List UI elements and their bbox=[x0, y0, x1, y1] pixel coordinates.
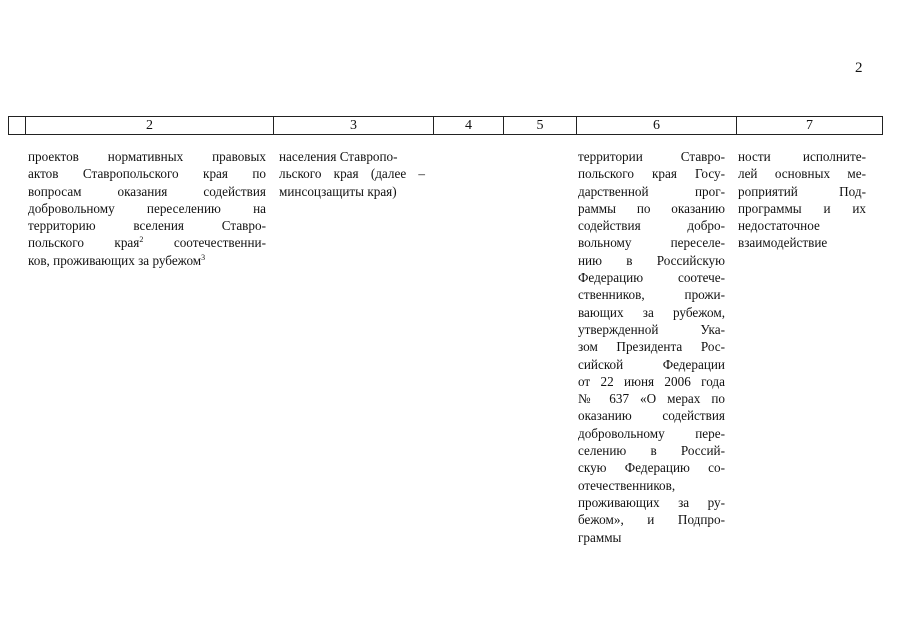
col3-line: населения Ставропо- bbox=[279, 149, 398, 164]
col6-line: польского края Госу- bbox=[578, 166, 725, 182]
col6-line: вольному переселе- bbox=[578, 235, 725, 251]
col7-line: программы и их bbox=[738, 200, 866, 216]
col7-line: ности исполните- bbox=[738, 149, 866, 164]
col6-line: проживающих за ру- bbox=[578, 494, 725, 510]
table-header-row bbox=[8, 116, 883, 135]
column-7-text bbox=[738, 148, 866, 252]
column-6-text bbox=[578, 148, 725, 546]
col2-line: добровольному переселению на bbox=[28, 200, 266, 216]
header-cell-1 bbox=[8, 117, 25, 134]
col6-line: ственников, прожи- bbox=[578, 287, 725, 303]
col6-line: № 637 «О мерах по bbox=[578, 391, 725, 407]
page-number: 2 bbox=[855, 60, 863, 76]
col2-line-part: польского края bbox=[28, 235, 140, 251]
col2-line: вопросам оказания содействия bbox=[28, 183, 266, 199]
col6-line: бежом», и Подпро- bbox=[578, 512, 725, 528]
header-cell-6: 6 bbox=[576, 117, 736, 134]
col2-line: проектов нормативных правовых bbox=[28, 149, 266, 164]
col6-line: сийской Федерации bbox=[578, 356, 725, 372]
col6-line: граммы bbox=[578, 529, 622, 545]
col2-line-with-footnote bbox=[28, 234, 266, 251]
header-cell-3: 3 bbox=[273, 117, 433, 134]
col6-line: утвержденной Ука- bbox=[578, 321, 725, 337]
header-cell-5: 5 bbox=[503, 117, 576, 134]
col6-line: от 22 июня 2006 года bbox=[578, 373, 725, 389]
col6-line: зом Президента Рос- bbox=[578, 339, 725, 355]
col2-line: актов Ставропольского края по bbox=[28, 166, 266, 182]
footnote-marker: 2 bbox=[139, 235, 144, 245]
col6-line: содействия добро- bbox=[578, 218, 725, 234]
column-3-text bbox=[279, 148, 425, 200]
col2-line-part: соотечественни- bbox=[173, 235, 266, 251]
footnote-marker: 3 bbox=[201, 252, 206, 262]
col6-line: раммы по оказанию bbox=[578, 200, 725, 216]
col6-line: оказанию содействия bbox=[578, 408, 725, 424]
col6-line: отечественников, bbox=[578, 477, 676, 493]
header-cell-2: 2 bbox=[25, 117, 273, 134]
col6-line: вающих за рубежом, bbox=[578, 304, 725, 320]
col6-line: нию в Российскую bbox=[578, 252, 725, 268]
col6-line: добровольному пере- bbox=[578, 425, 725, 441]
col6-line: селению в Россий- bbox=[578, 443, 725, 459]
col7-line: роприятий Под- bbox=[738, 183, 866, 199]
col6-line: Федерацию соотече- bbox=[578, 270, 725, 286]
col7-line: лей основных ме- bbox=[738, 166, 866, 182]
col7-line: недостаточное bbox=[738, 218, 820, 234]
col6-line: скую Федерацию со- bbox=[578, 460, 725, 476]
col2-line: территорию вселения Ставро- bbox=[28, 218, 266, 234]
col6-line: территории Ставро- bbox=[578, 149, 725, 164]
col7-line: взаимодействие bbox=[738, 235, 828, 251]
col2-line-part: ков, проживающих за рубежом bbox=[28, 252, 202, 268]
header-cell-7: 7 bbox=[736, 117, 883, 134]
col6-line: дарственной прог- bbox=[578, 183, 725, 199]
column-2-text bbox=[28, 148, 266, 269]
col2-line-with-footnote bbox=[28, 252, 266, 269]
col3-line: льского края (далее – bbox=[279, 166, 425, 182]
header-cell-4: 4 bbox=[433, 117, 503, 134]
col3-line: минсоцзащиты края) bbox=[279, 183, 397, 199]
